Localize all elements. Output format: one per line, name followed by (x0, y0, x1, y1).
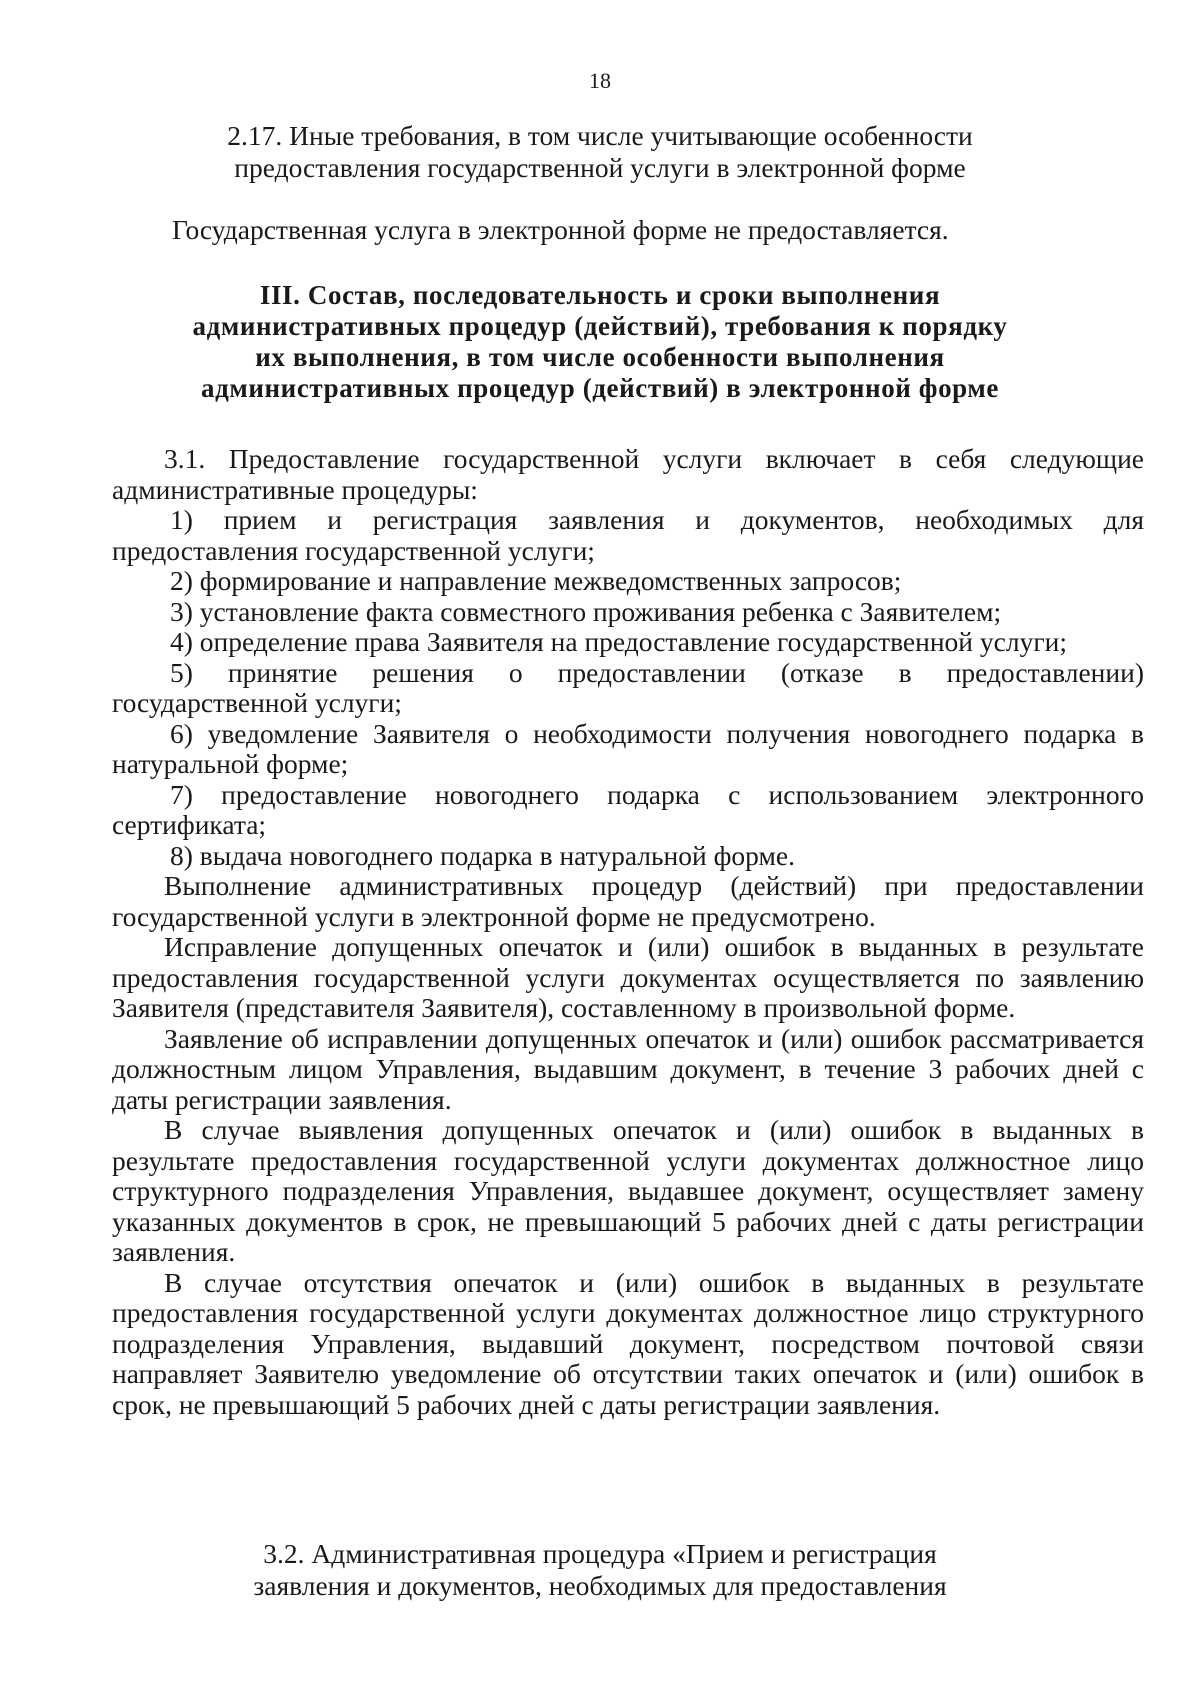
body-paragraph: Выполнение административных процедур (действий) при предоставлении государственной услуги в электронной форме не предусмотрено. (112, 870, 1144, 932)
body-paragraph: Исправление допущенных опечаток и (или) ошибок в выданных в результате предоставления государственной услуги документах осуществляется по заявлению Заявителя (представителя Заявителя), составленному в произвольной форме. (112, 931, 1144, 1023)
section-3-title-line2: административных процедур (действий), требования к порядку (192, 311, 1008, 341)
section-3-2-title (0, 1538, 1200, 1602)
procedure-item: 7) предоставление новогоднего подарка с использованием электронного сертификата; (112, 778, 1144, 840)
section-3-body (112, 444, 1144, 1420)
page-number: 18 (589, 68, 611, 93)
procedure-item: 1) прием и регистрация заявления и документов, необходимых для предоставления государственной услуги; (112, 504, 1144, 566)
section-2-17-text: Государственная услуга в электронной форме не предоставляется. (172, 214, 949, 245)
procedure-item: 6) уведомление Заявителя о необходимости получения новогоднего подарка в натуральной форме; (112, 717, 1144, 779)
section-3-title-line4: административных процедур (действий) в электронной форме (201, 373, 999, 403)
intro-paragraph: 3.1. Предоставление государственной услуги включает в себя следующие административные процедуры: (112, 443, 1144, 505)
section-3-title (0, 280, 1200, 404)
section-3-2-title-line1: 3.2. Административная процедура «Прием и регистрация (263, 1538, 937, 1569)
procedure-item: 2) формирование и направление межведомственных запросов; (170, 565, 902, 596)
procedure-item: 5) принятие решения о предоставлении (отказе в предоставлении) государственной услуги; (112, 656, 1144, 718)
section-2-17-title-line1: 2.17. Иные требования, в том числе учитывающие особенности (227, 120, 973, 151)
section-3-2-title-line2: заявления и документов, необходимых для предоставления (253, 1570, 947, 1601)
procedure-item: 8) выдача новогоднего подарка в натуральной форме. (170, 839, 795, 871)
section-2-17-title (0, 120, 1200, 184)
body-paragraph: В случае выявления допущенных опечаток и (или) ошибок в выданных в результате предоставления государственной услуги документах должностное лицо структурного подразделения Управления, выдавшее документ, осуществляет замену указанных документов в срок, не превышающий 5 рабочих дней с даты регистрации заявления. (112, 1114, 1144, 1267)
body-paragraph: В случае отсутствия опечаток и (или) ошибок в выданных в результате предоставления государственной услуги документах должностное лицо структурного подразделения Управления, выдавший документ, посредством почтовой связи направляет Заявителю уведомление об отсутствии таких опечаток и (или) ошибок в срок, не превышающий 5 рабочих дней с даты регистрации заявления. (112, 1266, 1144, 1420)
section-3-title-line3: их выполнения, в том числе особенности выполнения (255, 342, 945, 372)
section-3-title-line1: III. Состав, последовательность и сроки выполнения (259, 280, 941, 310)
procedure-item: 4) определение права Заявителя на предоставление государственной услуги; (170, 626, 1067, 657)
procedure-item: 3) установление факта совместного проживания ребенка с Заявителем; (170, 595, 1002, 627)
section-2-17-title-line2: предоставления государственной услуги в электронной форме (234, 152, 966, 183)
body-paragraph: Заявление об исправлении допущенных опечаток и (или) ошибок рассматривается должностным лицом Управления, выдавшим документ, в течение 3 рабочих дней с даты регистрации заявления. (112, 1022, 1144, 1115)
